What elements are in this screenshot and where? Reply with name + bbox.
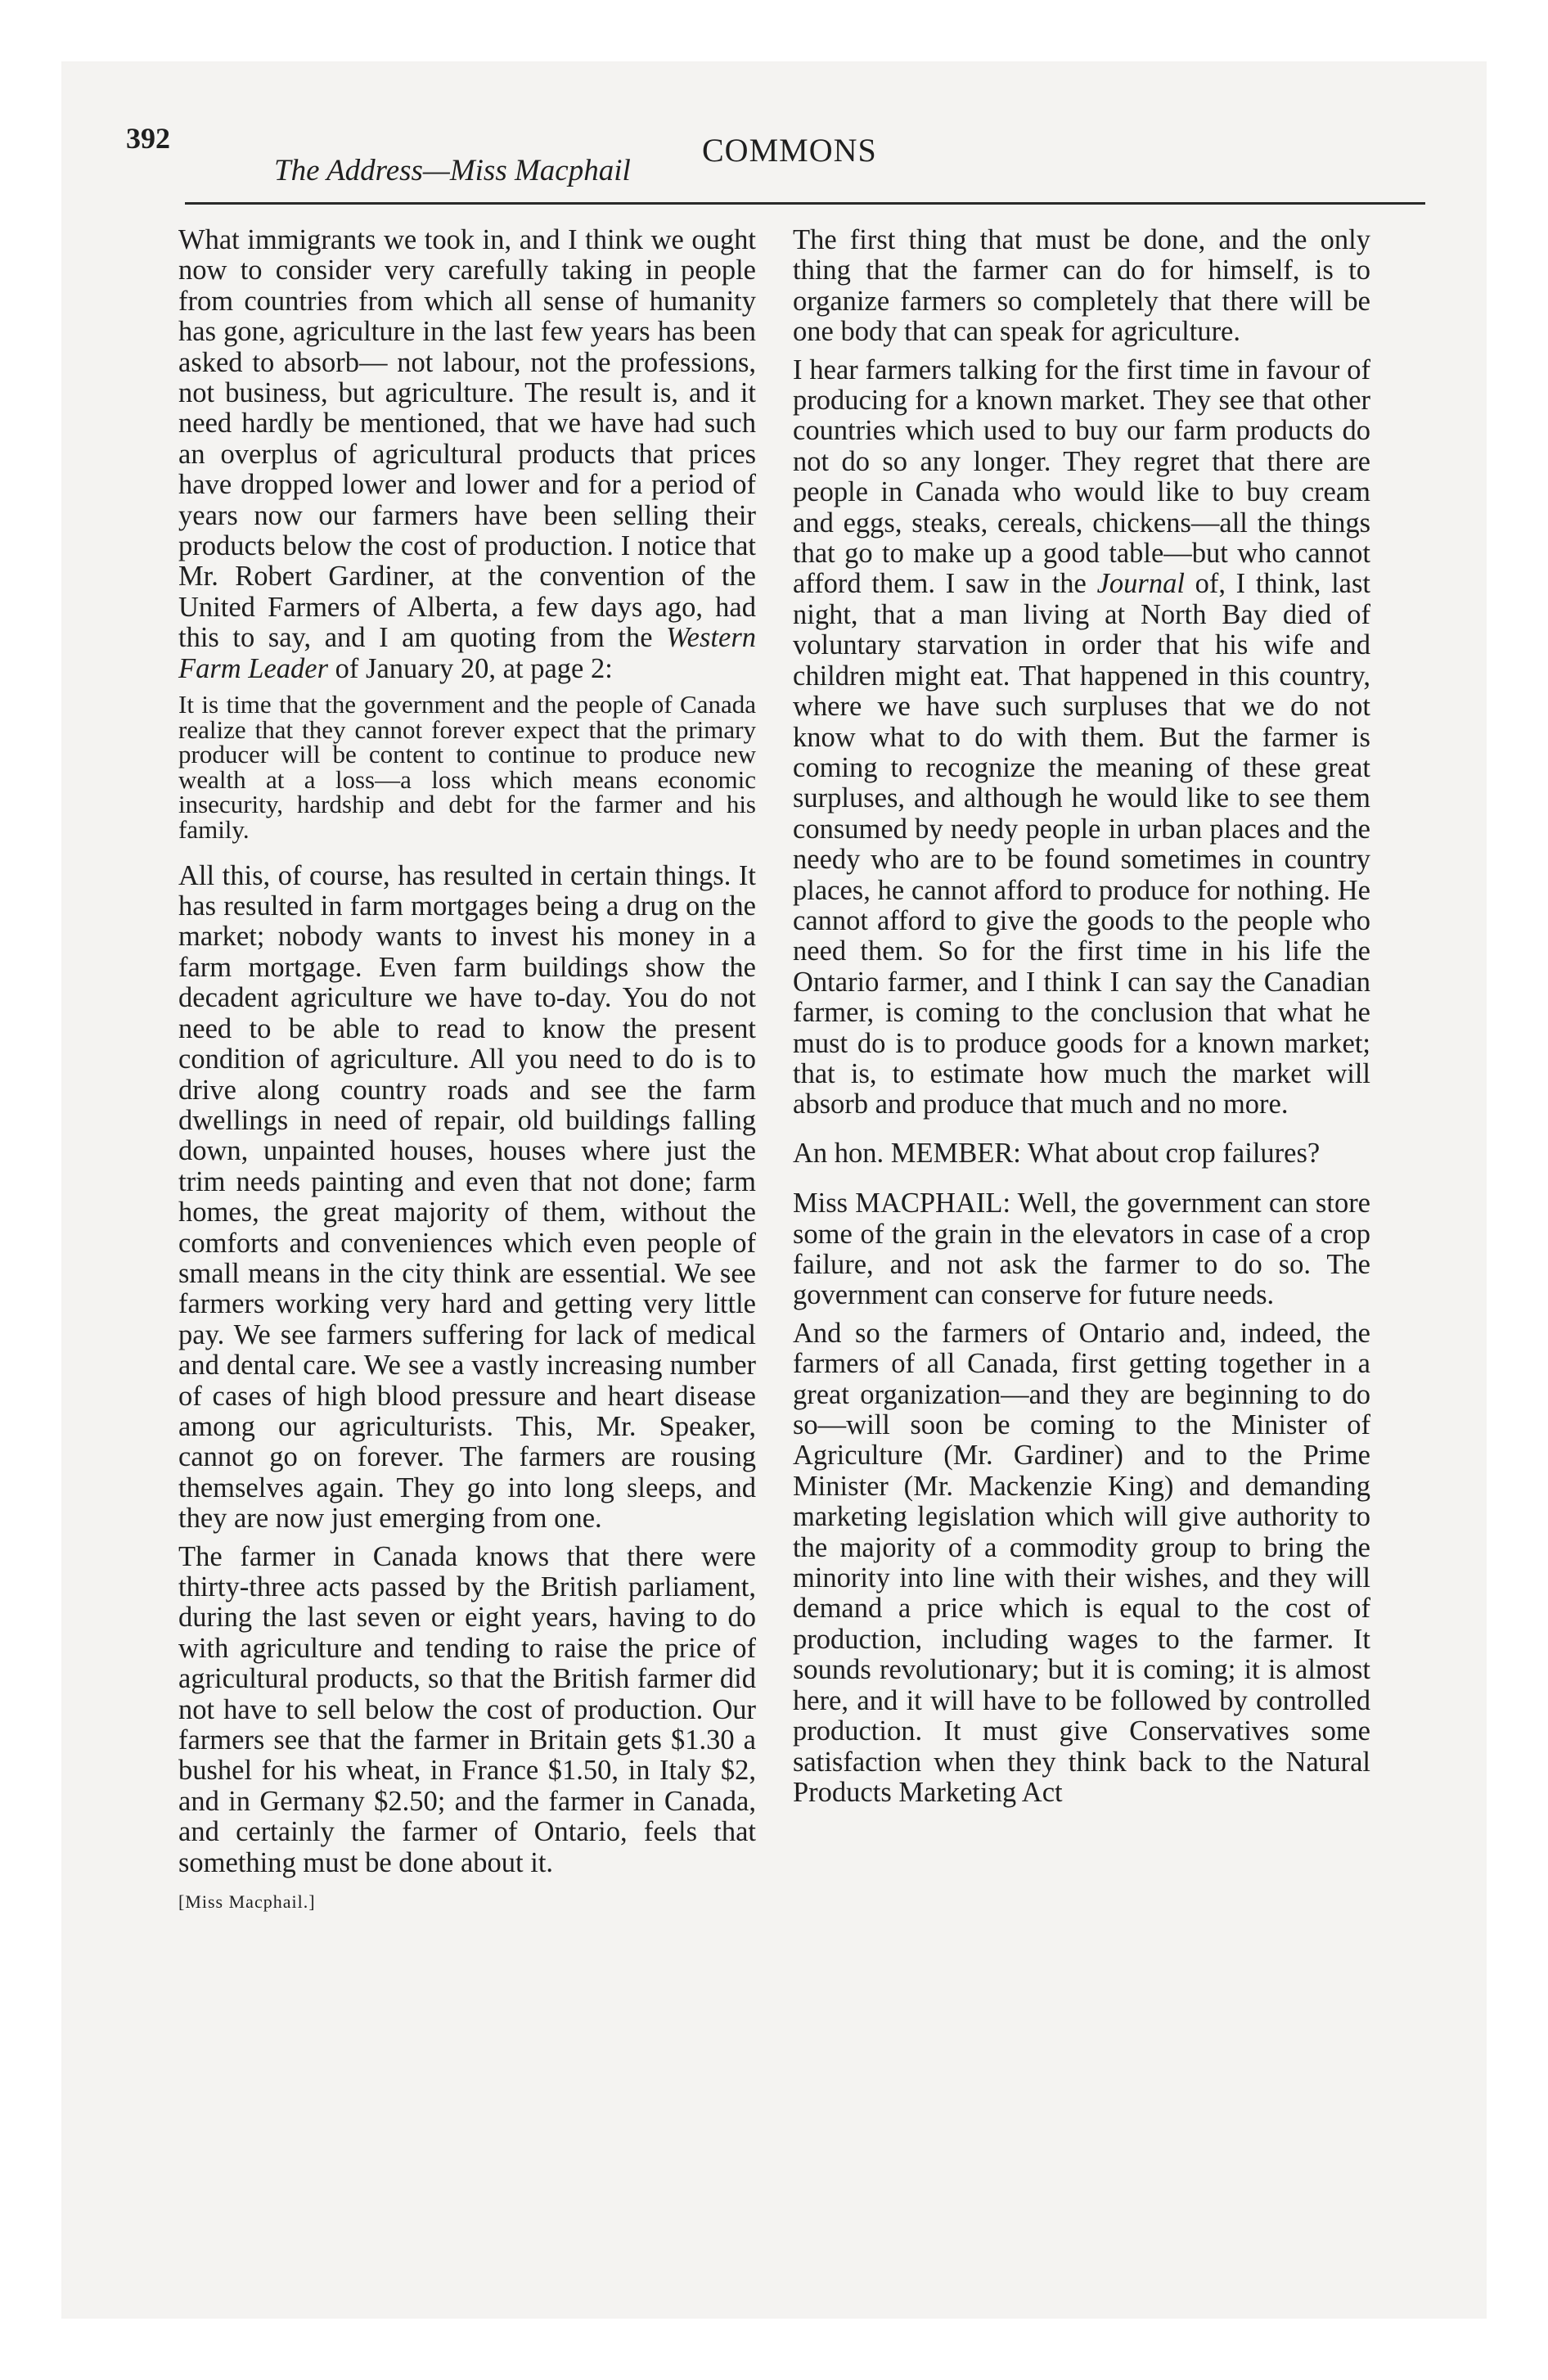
paragraph: The farmer in Canada knows that there were thirty-three acts passed by the British parliament, during the last seven or eight years, having to do with agriculture and tending to raise the price of agricultural products, so that the British farmer did not have to sell below the cost of production. Our farmers see that the farmer in Britain gets $1.30 a bushel for his wheat, in France $1.50, in Italy $2, and in Germany $2.50; and the farmer in Canada, and certainly the farmer of Ontario, feels that something must be done about it.: [178, 1540, 756, 1878]
block-quote: It is time that the government and the people of Canada realize that they cannot forever expect that the primary producer will be content to continue to produce new wealth at a loss—a loss which means economic insecurity, hardship and debt for the farmer and his family.: [178, 690, 756, 845]
running-title: The Address—Miss Macphail: [274, 154, 631, 187]
paragraph: Miss MACPHAIL: Well, the government can store some of the grain in the elevators in case of a crop failure, and not ask the farmer to do so. The government can conserve for future needs.: [793, 1188, 1370, 1311]
section-title: COMMONS: [702, 132, 877, 169]
header-rule: [185, 202, 1425, 205]
right-column: [793, 225, 1370, 1815]
left-column: [178, 225, 756, 1917]
publication-title: Western Farm Leader: [178, 622, 756, 684]
text-run: of January 20, at page 2:: [328, 652, 613, 684]
speaker-byline: [Miss Macphail.]: [178, 1891, 316, 1913]
text-run: of, I think, last night, that a man living at North Bay died of voluntary starvation in order that his wife and children might eat. That happened in this country, where we have such surpluses that we do not know what to do with them. But the farmer is coming to recognize the meaning of these great surpluses, and although he would like to see them consumed by needy people in urban places and the needy who are to be found sometimes in country places, he cannot afford to produce for nothing. He cannot afford to give the goods to the people who need them. So for the first time in his life the Ontario farmer, and I think I can say the Canadian farmer, is coming to the conclusion that what he must do is to produce goods for a known market; that is, to estimate how much the market will absorb and produce that much and no more.: [793, 568, 1371, 1120]
page-number: 392: [126, 122, 170, 155]
paragraph: And so the farmers of Ontario and, indeed, the farmers of all Canada, first getting together in a great organization—and they are beginning to do so—will soon be coming to the Minister of Agriculture (Mr. Gardiner) and to the Prime Minister (Mr. Mackenzie King) and demanding marketing legislation which will give authority to the majority of a commodity group to bring the minority into line with their wishes, and they will demand a price which is equal to the cost of production, including wages to the farmer. It sounds revolutionary; but it is coming; it is almost here, and it will have to be followed by controlled production. It must give Conservatives some satisfaction when they think back to the Natural Products Marketing Act: [793, 1317, 1370, 1808]
paragraph: [178, 225, 756, 684]
text-run: What immigrants we took in, and I think we ought now to consider very carefully taking in people from countries from which all sense of humanity has gone, agriculture in the last few years has been asked to absorb— not labour, not the professions, not business, but agriculture. The result is, and it need hardly be mentioned, that we have had such an overplus of agricultural products that prices have dropped lower and lower and for a period of years now our farmers have been selling their products below the cost of production. I notice that Mr. Robert Gardiner, at the convention of the United Farmers of Alberta, a few days ago, had this to say, and I am quoting from the: [178, 224, 756, 654]
publication-title: Journal: [1096, 568, 1185, 600]
paragraph: The first thing that must be done, and the only thing that the farmer can do for himself, is to organize farmers so completely that there will be one body that can speak for agriculture.: [793, 224, 1370, 348]
paragraph: All this, of course, has resulted in certain things. It has resulted in farm mortgages being a drug on the market; nobody wants to invest his money in a farm mortgage. Even farm buildings show the decadent agriculture we have to-day. You do not need to be able to read to know the present condition of agriculture. All you need to do is to drive along country roads and see the farm dwellings in need of repair, old buildings falling down, unpainted houses, houses where just the trim needs painting and even that not done; farm homes, the great majority of them, without the comforts and conveniences which even people of small means in the city think are essential. We see farmers working very hard and getting very little pay. We see farmers suffering for lack of medical and dental care. We see a vastly increasing number of cases of high blood pressure and heart disease among our agriculturists. This, Mr. Speaker, cannot go on forever. The farmers are rousing themselves again. They go into long sleeps, and they are now just emerging from one.: [178, 859, 756, 1535]
interjection: An hon. MEMBER: What about crop failures?: [793, 1137, 1321, 1169]
paragraph: [793, 355, 1370, 1120]
text-run: I hear farmers talking for the first time in favour of producing for a known market. They see that other countries which used to buy our farm products do not do so any longer. They regret that there are people in Canada who would like to buy cream and eggs, steaks, cereals, chickens—all the things that go to make up a good table—but who cannot afford them. I saw in the: [793, 354, 1370, 600]
